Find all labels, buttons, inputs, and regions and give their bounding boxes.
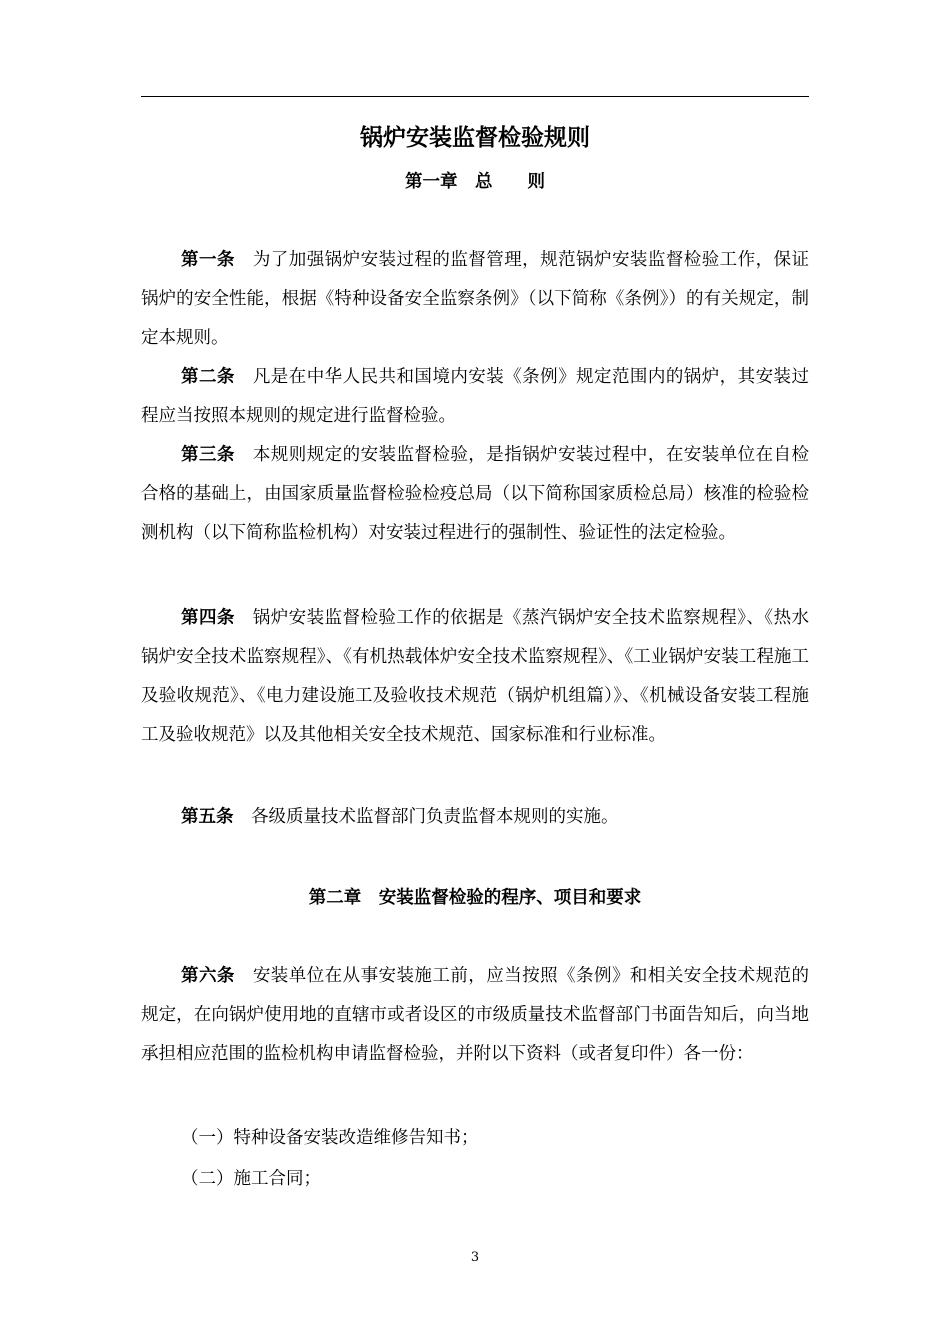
article-6	[141, 957, 809, 1074]
article-1	[141, 241, 809, 358]
article-text: 本规则规定的安装监督检验，是指锅炉安装过程中，在安装单位在自检合格的基础上，由国家质量监督检验检疫总局（以下简称国家质检总局）核准的检验检测机构（以下简称监检机构）对安装过程进行的强制性、验证性的法定检验。	[141, 445, 810, 543]
list-item-1: （一）特种设备安装改造维修告知书；	[181, 1128, 479, 1148]
article-4	[141, 599, 809, 755]
article-text: 安装单位在从事安装施工前，应当按照《条例》和相关安全技术规范的规定，在向锅炉使用地的直辖市或者设区的市级质量技术监督部门书面告知后，向当地承担相应范围的监检机构申请监督检验，并附以下资料（或者复印件）各一份：	[141, 966, 810, 1064]
article-label: 第六条	[181, 966, 235, 986]
chapter-1-heading: 第一章 总 则	[405, 172, 545, 192]
article-text: 锅炉安装监督检验工作的依据是《蒸汽锅炉安全技术监察规程》、《热水锅炉安全技术监察规程》、《有机热载体炉安全技术监察规程》、《工业锅炉安装工程施工及验收规范》、《电力建设施工及验收技术规范（锅炉机组篇）》、《机械设备安装工程施工及验收规范》以及其他相关安全技术规范、国家标准和行业标准。	[141, 608, 810, 745]
article-label: 第五条	[181, 807, 234, 827]
article-text: 各级质量技术监督部门负责监督本规则的实施。	[233, 807, 619, 827]
article-label: 第一条	[181, 250, 235, 270]
article-label: 第四条	[181, 608, 235, 628]
article-label: 第二条	[181, 367, 235, 387]
list-item-2: （二）施工合同；	[181, 1169, 321, 1189]
article-label: 第三条	[181, 445, 235, 465]
header-rule	[141, 96, 809, 97]
article-5	[141, 798, 809, 837]
chapter-2-heading: 第二章 安装监督检验的程序、项目和要求	[308, 888, 642, 908]
article-3	[141, 436, 809, 553]
article-text: 凡是在中华人民共和国境内安装《条例》规定范围内的锅炉，其安装过程应当按照本规则的规定进行监督检验。	[141, 367, 810, 426]
page-number: 3	[470, 1250, 480, 1265]
article-2	[141, 358, 809, 436]
document-title: 锅炉安装监督检验规则	[360, 124, 590, 151]
article-text: 为了加强锅炉安装过程的监督管理，规范锅炉安装监督检验工作，保证锅炉的安全性能，根据《特种设备安全监察条例》（以下简称《条例》）的有关规定，制定本规则。	[141, 250, 810, 348]
